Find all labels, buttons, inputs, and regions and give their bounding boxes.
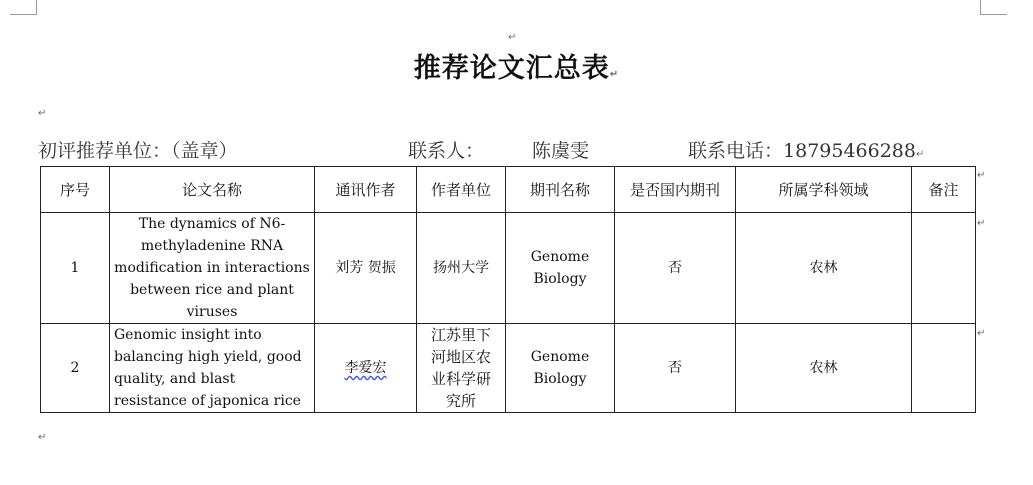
table-row bbox=[41, 324, 976, 413]
row-end-mark: ↵ bbox=[977, 170, 986, 181]
paragraph-mark: ↵ bbox=[609, 69, 620, 80]
row-end-mark: ↵ bbox=[977, 328, 986, 339]
page-corner-mark-top-right bbox=[980, 0, 1007, 15]
cell-corresponding-author[interactable]: 刘芳 贺振 bbox=[315, 213, 417, 324]
cell-corresponding-author[interactable] bbox=[315, 324, 417, 413]
cell-index[interactable]: 1 bbox=[41, 213, 110, 324]
recommended-papers-table bbox=[40, 166, 976, 413]
contact-name[interactable]: 陈虞雯 bbox=[532, 140, 590, 162]
paragraph-mark: ↵ bbox=[916, 149, 925, 160]
contact-label[interactable]: 联系人： bbox=[408, 140, 485, 162]
header-cell-field[interactable]: 所属学科领域 bbox=[736, 167, 912, 213]
cell-index[interactable]: 2 bbox=[41, 324, 110, 413]
cell-domestic[interactable]: 否 bbox=[615, 213, 736, 324]
cell-domestic[interactable]: 否 bbox=[615, 324, 736, 413]
header-cell-remark[interactable]: 备注 bbox=[912, 167, 976, 213]
table-row bbox=[41, 213, 976, 324]
header-cell-index[interactable]: 序号 bbox=[41, 167, 110, 213]
cell-affiliation[interactable]: 江苏里下河地区农业科学研究所 bbox=[417, 324, 506, 413]
paragraph-mark: ↵ bbox=[508, 32, 517, 43]
cell-paper-title[interactable]: Genomic insight into balancing high yield, good quality, and blast resistance of japonica rice bbox=[110, 324, 315, 413]
document-title[interactable] bbox=[0, 46, 1033, 85]
cell-remark[interactable] bbox=[912, 213, 976, 324]
header-cell-corresponding-author[interactable]: 通讯作者 bbox=[315, 167, 417, 213]
contact-phone[interactable] bbox=[688, 136, 924, 163]
phone-label: 联系电话： bbox=[688, 140, 784, 162]
header-cell-domestic[interactable]: 是否国内期刊 bbox=[615, 167, 736, 213]
recommending-unit-label[interactable]: 初评推荐单位：（盖章） bbox=[38, 140, 238, 162]
cell-field[interactable]: 农林 bbox=[736, 213, 912, 324]
paragraph-mark: ↵ bbox=[38, 432, 47, 443]
document-title-text: 推荐论文汇总表 bbox=[413, 53, 610, 84]
table-header-row bbox=[41, 167, 976, 213]
paragraph-mark: ↵ bbox=[38, 108, 47, 119]
header-cell-paper-title[interactable]: 论文名称 bbox=[110, 167, 315, 213]
cell-journal[interactable]: Genome Biology bbox=[506, 324, 615, 413]
row-end-mark: ↵ bbox=[977, 218, 986, 229]
cell-remark[interactable] bbox=[912, 324, 976, 413]
cell-field[interactable]: 农林 bbox=[736, 324, 912, 413]
cell-journal[interactable]: Genome Biology bbox=[506, 213, 615, 324]
phone-number: 18795466288 bbox=[783, 140, 916, 162]
cell-affiliation[interactable]: 扬州大学 bbox=[417, 213, 506, 324]
page-corner-mark-top-left bbox=[10, 0, 37, 15]
header-cell-affiliation[interactable]: 作者单位 bbox=[417, 167, 506, 213]
spellcheck-underlined-author: 李爱宏 bbox=[344, 360, 387, 376]
cell-paper-title[interactable]: The dynamics of N6-methyladenine RNA modification in interactions between rice and plant viruses bbox=[110, 213, 315, 324]
header-cell-journal[interactable]: 期刊名称 bbox=[506, 167, 615, 213]
